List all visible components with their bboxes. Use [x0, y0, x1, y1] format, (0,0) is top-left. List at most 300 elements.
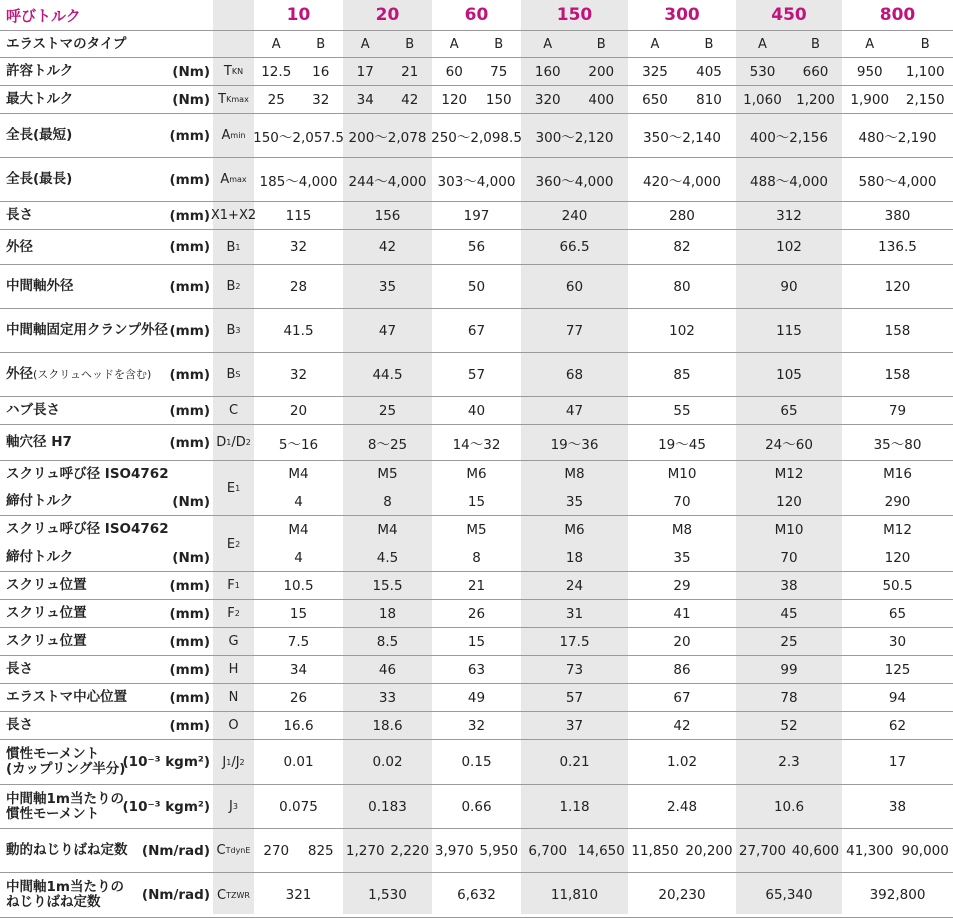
- value-cell: 14,650: [577, 842, 625, 859]
- value-cell: M12: [883, 521, 912, 538]
- row-label: [6, 600, 87, 627]
- table-row: [0, 230, 953, 265]
- row-label: [6, 31, 126, 57]
- value-cell: 11,810: [550, 887, 599, 903]
- value-cell: 65: [888, 605, 907, 622]
- symbol-main: B: [226, 279, 236, 294]
- row-label: [6, 544, 73, 571]
- value-cell: 73: [565, 661, 584, 678]
- value-cell: 290: [884, 493, 911, 510]
- row-label: [6, 353, 151, 396]
- value-cell: 325: [642, 63, 668, 80]
- row-label: [6, 572, 87, 599]
- value-cell: 8.5: [376, 633, 399, 650]
- unit-label: (mm): [169, 322, 210, 339]
- row-label: [6, 265, 74, 308]
- value-cell: M12: [774, 466, 804, 482]
- value-cell: 0.66: [461, 798, 492, 815]
- symbol-main: D: [216, 435, 227, 450]
- value-cell: 530: [749, 63, 776, 80]
- value-cell: 0.183: [368, 798, 407, 815]
- unit-label: (Nm): [172, 91, 210, 108]
- value-cell: 60: [445, 63, 463, 80]
- row-label-text: スクリュ呼び径 ISO4762: [6, 465, 169, 482]
- value-cell: 40,600: [791, 842, 840, 859]
- row-label: [6, 309, 168, 352]
- value-cell: 136.5: [878, 239, 917, 255]
- value-cell: 18.6: [372, 717, 403, 734]
- unit-label: (Nm/rad): [141, 887, 210, 903]
- table-row: [0, 158, 953, 202]
- row-label-line1: 中間軸1m当たりの: [6, 790, 124, 807]
- row-label-line2: ねじりばね定数: [6, 894, 101, 910]
- table-row: [0, 600, 953, 628]
- header-title: 呼びトルク: [6, 6, 81, 25]
- row-label-text: スクリュ位置: [6, 605, 87, 621]
- row-label-text: 全長(最長): [6, 171, 73, 187]
- table-row: [0, 712, 953, 740]
- value-cell: 55: [673, 402, 691, 419]
- value-cell: 300～2,120: [535, 129, 614, 146]
- value-cell: 80: [673, 278, 691, 295]
- value-cell: 0.02: [372, 754, 403, 770]
- symbol-cell: [213, 829, 254, 872]
- value-cell: 14～32: [452, 436, 501, 453]
- elastomer-type-cell: B: [494, 36, 504, 52]
- size-header-800: 800: [879, 5, 916, 25]
- row-label-text: 中間軸外径: [6, 278, 74, 294]
- table-row: [0, 785, 953, 829]
- row-label-text: 外径: [6, 238, 33, 255]
- value-cell: 85: [673, 366, 691, 383]
- row-label: [6, 516, 169, 543]
- value-cell: M5: [466, 521, 487, 538]
- value-cell: 18: [565, 549, 584, 566]
- header-row: [0, 0, 953, 31]
- value-cell: 67: [467, 322, 486, 339]
- symbol-sub: 3: [232, 802, 238, 811]
- unit-label: (mm): [169, 434, 210, 451]
- value-cell: M4: [288, 521, 309, 538]
- symbol-sub: KN: [231, 67, 244, 76]
- row-label: [6, 58, 73, 85]
- symbol-main: E: [226, 481, 236, 496]
- value-cell: 25: [267, 91, 285, 108]
- value-cell: 20: [289, 402, 308, 419]
- value-cell: 17: [888, 754, 907, 770]
- value-cell: 18: [378, 605, 397, 622]
- value-cell: 11,850: [631, 842, 679, 859]
- value-cell: 65: [780, 402, 798, 419]
- value-cell: 32: [312, 91, 330, 108]
- value-cell: 0.15: [461, 754, 492, 770]
- value-cell: 120: [776, 493, 802, 510]
- value-cell: 35: [565, 493, 584, 510]
- value-cell: 16.6: [283, 717, 314, 734]
- table-row: [0, 873, 953, 918]
- value-cell: 15.5: [372, 577, 403, 594]
- row-label: [6, 628, 87, 655]
- row-label-box: [6, 747, 125, 777]
- value-cell: 120: [884, 549, 911, 566]
- symbol-sub: Tdyn: [225, 846, 246, 855]
- row-label: [6, 425, 72, 460]
- value-cell: 57: [565, 689, 584, 706]
- symbol-cell: [213, 86, 254, 113]
- elastomer-type-row: [0, 31, 953, 58]
- symbol-cell: [213, 114, 254, 157]
- table-row: [0, 684, 953, 712]
- value-cell: 27,700: [738, 842, 787, 859]
- value-cell: 660: [802, 63, 829, 80]
- value-cell: 34: [289, 661, 308, 678]
- elastomer-type-cell: B: [316, 36, 326, 52]
- value-cell: 102: [776, 239, 802, 255]
- row-label-text: 最大トルク: [6, 91, 74, 107]
- unit-label: (mm): [169, 577, 210, 594]
- value-cell: 37: [565, 717, 584, 734]
- value-cell: 280: [669, 207, 695, 224]
- value-cell: 8: [472, 549, 481, 566]
- value-cell: 42: [378, 239, 397, 255]
- symbol-sub: 2: [235, 282, 241, 291]
- value-cell: 380: [884, 207, 911, 224]
- symbol-main: O: [228, 718, 239, 733]
- value-cell: 32: [467, 717, 486, 734]
- row-label-text: 締付トルク: [6, 549, 74, 565]
- symbol-sub: max: [229, 175, 247, 184]
- elastomer-type-cell: A: [360, 36, 370, 52]
- value-cell: 158: [884, 366, 911, 383]
- symbol-main: G: [228, 634, 239, 649]
- table-row: [0, 265, 953, 309]
- value-cell: 5,950: [479, 842, 519, 859]
- value-cell: 35～80: [873, 436, 922, 453]
- value-cell: 57: [467, 366, 486, 383]
- value-cell: 2,220: [390, 842, 430, 859]
- value-cell: 320: [534, 91, 561, 108]
- value-cell: 160: [534, 63, 561, 80]
- value-cell: 4: [294, 549, 303, 566]
- value-cell: 46: [378, 661, 397, 678]
- symbol-cell: [213, 265, 254, 308]
- row-label-text: 長さ: [6, 717, 33, 733]
- value-cell: 45: [780, 605, 798, 622]
- unit-label: (Nm/rad): [141, 842, 210, 859]
- value-cell: 50: [467, 278, 486, 295]
- value-cell: 28: [289, 278, 308, 295]
- symbol-sub: T: [226, 890, 231, 900]
- value-cell: 102: [669, 322, 695, 339]
- symbol-main: F: [227, 578, 235, 593]
- value-cell: 2,150: [905, 91, 945, 108]
- symbol-main: C: [216, 843, 226, 858]
- value-cell: 240: [561, 207, 588, 224]
- symbol-main-2: /D: [231, 435, 246, 450]
- unit-label: (10⁻³ kgm²): [122, 754, 210, 770]
- unit-label: (Nm): [172, 549, 210, 566]
- value-cell: 10.6: [773, 798, 805, 815]
- row-label-line2: 慣性モーメント: [6, 805, 100, 822]
- value-cell: 250～2,098.5: [431, 129, 522, 146]
- value-cell: 120: [884, 278, 911, 295]
- row-label-line2: (カップリング半分): [6, 761, 126, 777]
- value-cell: 197: [463, 207, 490, 224]
- value-cell: 303～4,000: [437, 173, 516, 190]
- value-cell: 150～2,057.5: [253, 129, 344, 146]
- value-cell: M10: [774, 521, 804, 538]
- value-cell: 35: [673, 549, 691, 566]
- symbol-cell: [213, 628, 254, 655]
- table-row: [0, 58, 953, 86]
- symbol-sub: 2: [235, 539, 241, 549]
- row-label-text: 軸穴径 H7: [6, 434, 72, 450]
- value-cell: 200～2,078: [348, 129, 427, 146]
- value-cell: M4: [288, 466, 309, 482]
- value-cell: 25: [378, 402, 397, 419]
- value-cell: 78: [780, 689, 798, 706]
- elastomer-type-cell: A: [543, 36, 553, 52]
- row-label: [6, 488, 73, 515]
- row-label-text: 長さ: [6, 207, 33, 223]
- unit-label: (mm): [169, 239, 210, 255]
- value-cell: 63: [467, 661, 486, 678]
- value-cell: 90,000: [901, 842, 949, 859]
- size-header-10: 10: [286, 5, 311, 25]
- value-cell: 321: [285, 887, 312, 903]
- value-cell: 158: [884, 322, 911, 339]
- symbol-sup: ZWR: [231, 890, 250, 900]
- symbol-cell: [213, 873, 254, 917]
- row-label: [6, 230, 33, 264]
- row-label: [6, 873, 124, 917]
- size-header-450: 450: [771, 5, 807, 25]
- value-cell: 4.5: [376, 549, 399, 566]
- value-cell: 6,700: [528, 842, 568, 859]
- row-label-line1: 慣性モーメント: [6, 746, 100, 762]
- unit-label: (mm): [169, 689, 210, 706]
- value-cell: 15: [289, 605, 308, 622]
- value-cell: M8: [671, 521, 693, 538]
- value-cell: 52: [780, 717, 798, 734]
- symbol-main: N: [228, 690, 239, 705]
- table-row: [0, 656, 953, 684]
- row-label: [6, 397, 60, 424]
- value-cell: 60: [565, 278, 584, 295]
- symbol-cell: [213, 740, 254, 784]
- value-cell: M4: [377, 521, 398, 538]
- symbol-sub: S: [235, 370, 241, 379]
- table-row: [0, 829, 953, 873]
- value-cell: 1,100: [905, 63, 945, 80]
- value-cell: 17: [356, 63, 374, 80]
- value-cell: M6: [466, 466, 487, 482]
- value-cell: 35: [378, 278, 397, 295]
- value-cell: 94: [888, 689, 907, 706]
- value-cell: 392,800: [869, 887, 926, 903]
- unit-label: (mm): [169, 366, 210, 383]
- symbol-main: B: [226, 367, 236, 382]
- value-cell: 20: [673, 633, 691, 650]
- symbol-main-2: /J: [231, 754, 240, 770]
- symbol-cell: [213, 712, 254, 739]
- value-cell: M10: [667, 466, 697, 482]
- size-header-300: 300: [664, 5, 700, 25]
- unit-label: (10⁻³ kgm²): [122, 798, 210, 815]
- table-row: [0, 488, 953, 516]
- value-cell: 24～60: [765, 436, 813, 453]
- screw-symbol-e2: [213, 516, 254, 572]
- value-cell: 1.02: [666, 754, 698, 770]
- symbol-cell: [213, 656, 254, 683]
- symbol-main: T: [218, 92, 227, 107]
- row-label-box: [6, 880, 124, 910]
- value-cell: 42: [401, 91, 419, 108]
- value-cell: 400: [588, 91, 615, 108]
- elastomer-type-cell: B: [405, 36, 415, 52]
- unit-label: (mm): [169, 127, 210, 144]
- value-cell: 24: [565, 577, 584, 594]
- value-cell: 33: [378, 689, 397, 706]
- row-label-text: 全長(最短): [6, 127, 73, 143]
- elastomer-type-cell: B: [811, 36, 820, 52]
- elastomer-type-cell: A: [449, 36, 459, 52]
- unit-label: (mm): [169, 171, 210, 188]
- symbol-sub: 1: [235, 484, 241, 493]
- symbol-sub: 1: [235, 242, 241, 252]
- table-row: [0, 114, 953, 158]
- value-cell: M8: [564, 466, 585, 482]
- value-cell: 77: [565, 322, 584, 339]
- elastomer-type-cell: A: [650, 36, 660, 52]
- value-cell: 312: [776, 207, 802, 224]
- value-cell: 115: [776, 322, 802, 339]
- size-header-150: 150: [556, 5, 593, 25]
- symbol-sub: min: [230, 131, 246, 140]
- value-cell: 56: [467, 239, 486, 255]
- elastomer-type-cell: A: [758, 36, 767, 52]
- symbol-main: C: [228, 403, 239, 418]
- value-cell: 41: [673, 605, 691, 622]
- unit-label: (mm): [169, 278, 210, 295]
- value-cell: 1.18: [559, 798, 590, 815]
- symbol-sub: 2: [234, 609, 240, 618]
- value-cell: 3,970: [434, 842, 474, 859]
- symbol-cell: [213, 309, 254, 352]
- value-cell: 20,200: [685, 842, 733, 859]
- table-row: [0, 202, 953, 230]
- value-cell: 25: [780, 633, 798, 650]
- row-label-text: 外径: [6, 366, 33, 382]
- value-cell: 66.5: [559, 239, 590, 255]
- row-label-text: 長さ: [6, 661, 33, 677]
- screw-symbol-e1: [213, 461, 254, 516]
- row-label: [6, 158, 72, 201]
- unit-label: (Nm): [172, 493, 210, 510]
- row-label-text: ハブ長さ: [6, 402, 60, 418]
- value-cell: 950: [856, 63, 883, 80]
- value-cell: 400～2,156: [750, 129, 828, 146]
- unit-label: (mm): [169, 402, 210, 419]
- row-label: [6, 785, 124, 828]
- symbol-sub-2: 2: [239, 757, 245, 767]
- table-row: [0, 628, 953, 656]
- row-label-text: 締付トルク: [6, 493, 74, 509]
- value-cell: 405: [696, 63, 722, 80]
- value-cell: 105: [776, 366, 802, 383]
- value-cell: 17.5: [559, 633, 590, 650]
- value-cell: 50.5: [882, 577, 913, 594]
- table-row: [0, 397, 953, 425]
- row-label: [6, 202, 33, 229]
- value-cell: 420～4,000: [643, 173, 721, 190]
- symbol-cell: [213, 58, 254, 85]
- table-row: [0, 461, 953, 487]
- value-cell: 15: [467, 493, 486, 510]
- value-cell: 5～16: [278, 436, 319, 453]
- row-label: [6, 740, 125, 784]
- value-cell: 8～25: [367, 436, 408, 453]
- row-label: [6, 829, 128, 872]
- table-row: [0, 309, 953, 353]
- value-cell: 488～4,000: [750, 173, 828, 190]
- symbol-cell: [213, 684, 254, 711]
- symbol-sub: 1: [226, 438, 232, 447]
- value-cell: 650: [642, 91, 668, 108]
- value-cell: 1,060: [743, 91, 782, 108]
- value-cell: 244～4,000: [348, 173, 427, 190]
- row-label: [6, 712, 33, 739]
- value-cell: M5: [377, 466, 398, 482]
- elastomer-type-cell: B: [704, 36, 714, 52]
- value-cell: 2.3: [778, 754, 800, 770]
- row-label-text: 許容トルク: [6, 63, 74, 79]
- unit-label: (mm): [169, 717, 210, 734]
- row-label-text: スクリュ位置: [6, 633, 87, 649]
- value-cell: 44.5: [372, 366, 403, 383]
- value-cell: 7.5: [287, 633, 310, 650]
- value-cell: 82: [673, 239, 691, 255]
- symbol-sub: 1: [234, 581, 240, 590]
- value-cell: 150: [485, 91, 512, 108]
- symbol-cell: [213, 572, 254, 599]
- value-cell: 200: [588, 63, 615, 80]
- value-cell: 90: [780, 278, 798, 295]
- value-cell: 8: [383, 493, 392, 510]
- value-cell: 86: [673, 661, 691, 678]
- symbol-main: J: [222, 754, 227, 770]
- value-cell: 19～36: [550, 436, 599, 453]
- symbol-sub: Kmax: [226, 95, 249, 104]
- table-row: [0, 86, 953, 114]
- value-cell: 99: [780, 661, 798, 678]
- size-header-60: 60: [464, 5, 489, 25]
- symbol-main: B: [226, 239, 236, 255]
- value-cell: 26: [467, 605, 486, 622]
- symbol-main: X1+X2: [210, 208, 257, 223]
- value-cell: 75: [490, 63, 508, 80]
- value-cell: 19～45: [658, 436, 706, 453]
- value-cell: 15: [467, 633, 486, 650]
- value-cell: 34: [356, 91, 374, 108]
- row-label: [6, 114, 72, 157]
- unit-label: (mm): [169, 661, 210, 678]
- symbol-cell: [213, 353, 254, 396]
- row-label-line1: 中間軸1m当たりの: [6, 879, 124, 895]
- value-cell: 40: [467, 402, 486, 419]
- row-label-text: スクリュ呼び径 ISO4762: [6, 521, 169, 537]
- row-label-text: 動的ねじりばね定数: [6, 842, 128, 858]
